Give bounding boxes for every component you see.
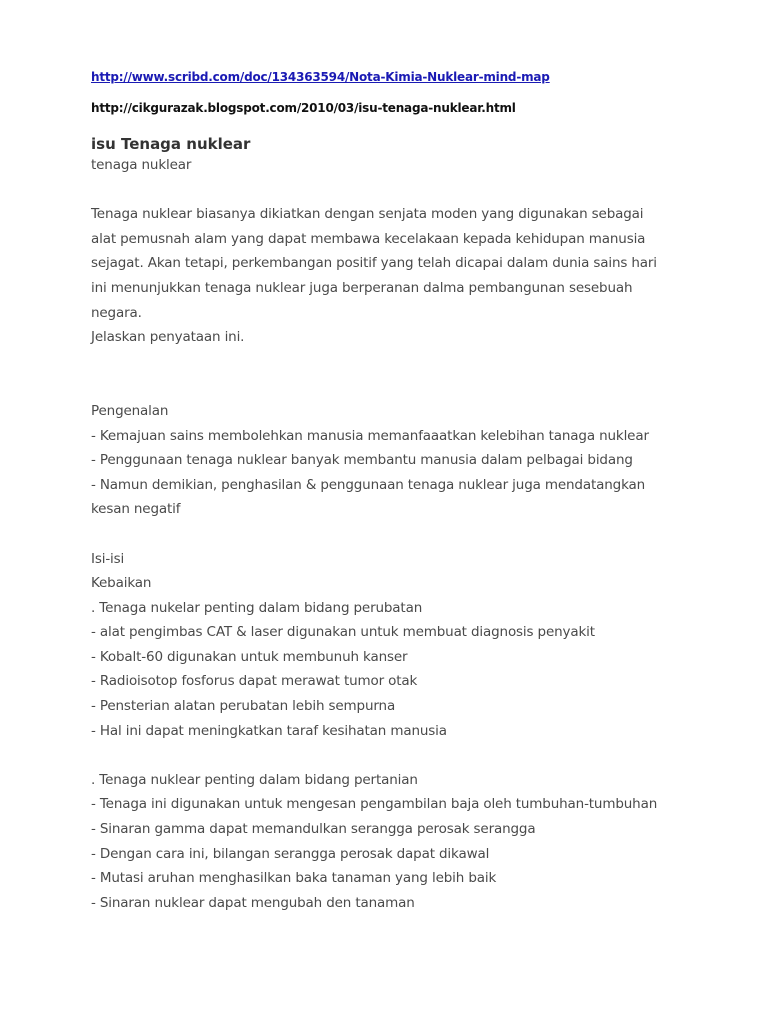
list-item: - Sinaran gamma dapat memandulkan serangga perosak serangga (91, 821, 536, 838)
list-item: - Sinaran nuklear dapat mengubah den tanaman (91, 894, 415, 911)
spacer (91, 374, 711, 399)
section-heading: Isi-isi (91, 550, 125, 567)
list-item: - Radioisotop fosforus dapat merawat tumor otak (91, 673, 418, 690)
spacer (91, 743, 711, 768)
blog-url-text: http://cikgurazak.blogspot.com/2010/03/isu-tenaga-nuklear.html (91, 101, 516, 115)
list-item: . Tenaga nuklear penting dalam bidang pertanian (91, 771, 418, 788)
list-item: - alat pengimbas CAT & laser digunakan untuk membuat diagnosis penyakit (91, 624, 595, 641)
list-item: - Kobalt-60 digunakan untuk membunuh kanser (91, 648, 408, 665)
spacer (91, 350, 711, 375)
intro-line: Tenaga nuklear biasanya dikiatkan dengan senjata moden yang digunakan sebagai (91, 206, 644, 223)
section-heading: Pengenalan (91, 402, 169, 419)
list-item: kesan negatif (91, 501, 181, 518)
list-item: - Kemajuan sains membolehkan manusia memanfaaatkan kelebihan tanaga nuklear (91, 427, 649, 444)
list-item: - Namun demikian, penghasilan & penggunaan tenaga nuklear juga mendatangkan (91, 476, 646, 493)
intro-paragraph (91, 202, 711, 350)
section-subheading: Kebaikan (91, 575, 152, 592)
list-item: - Mutasi aruhan menghasilkan baka tanaman yang lebih baik (91, 870, 497, 887)
page-title: isu Tenaga nuklear (91, 135, 251, 153)
spacer (91, 178, 711, 203)
intro-question: Jelaskan penyataan ini. (91, 329, 245, 346)
list-item: . Tenaga nukelar penting dalam bidang perubatan (91, 599, 423, 616)
list-item: - Penggunaan tenaga nuklear banyak membantu manusia dalam pelbagai bidang (91, 452, 633, 469)
intro-line: negara. (91, 304, 142, 321)
pengenalan-section (91, 399, 711, 522)
subtitle: tenaga nuklear (91, 157, 192, 173)
list-item: - Pensterian alatan perubatan lebih sempurna (91, 698, 396, 715)
list-item: - Tenaga ini digunakan untuk mengesan pengambilan baja oleh tumbuhan-tumbuhan (91, 796, 658, 813)
intro-line: sejagat. Akan tetapi, perkembangan positif yang telah dicapai dalam dunia sains hari (91, 255, 657, 272)
list-item: - Hal ini dapat meningkatkan taraf kesihatan manusia (91, 722, 447, 739)
list-item: - Dengan cara ini, bilangan serangga perosak dapat dikawal (91, 845, 490, 862)
intro-line: alat pemusnah alam yang dapat membawa kecelakaan kepada kehidupan manusia (91, 230, 646, 247)
spacer (91, 522, 711, 547)
intro-line: ini menunjukkan tenaga nuklear juga berperanan dalma pembangunan sesebuah (91, 279, 633, 296)
isi-section (91, 547, 711, 916)
document-body (91, 153, 711, 915)
scribd-link[interactable]: http://www.scribd.com/doc/134363594/Nota-Kimia-Nuklear-mind-map (91, 70, 550, 84)
